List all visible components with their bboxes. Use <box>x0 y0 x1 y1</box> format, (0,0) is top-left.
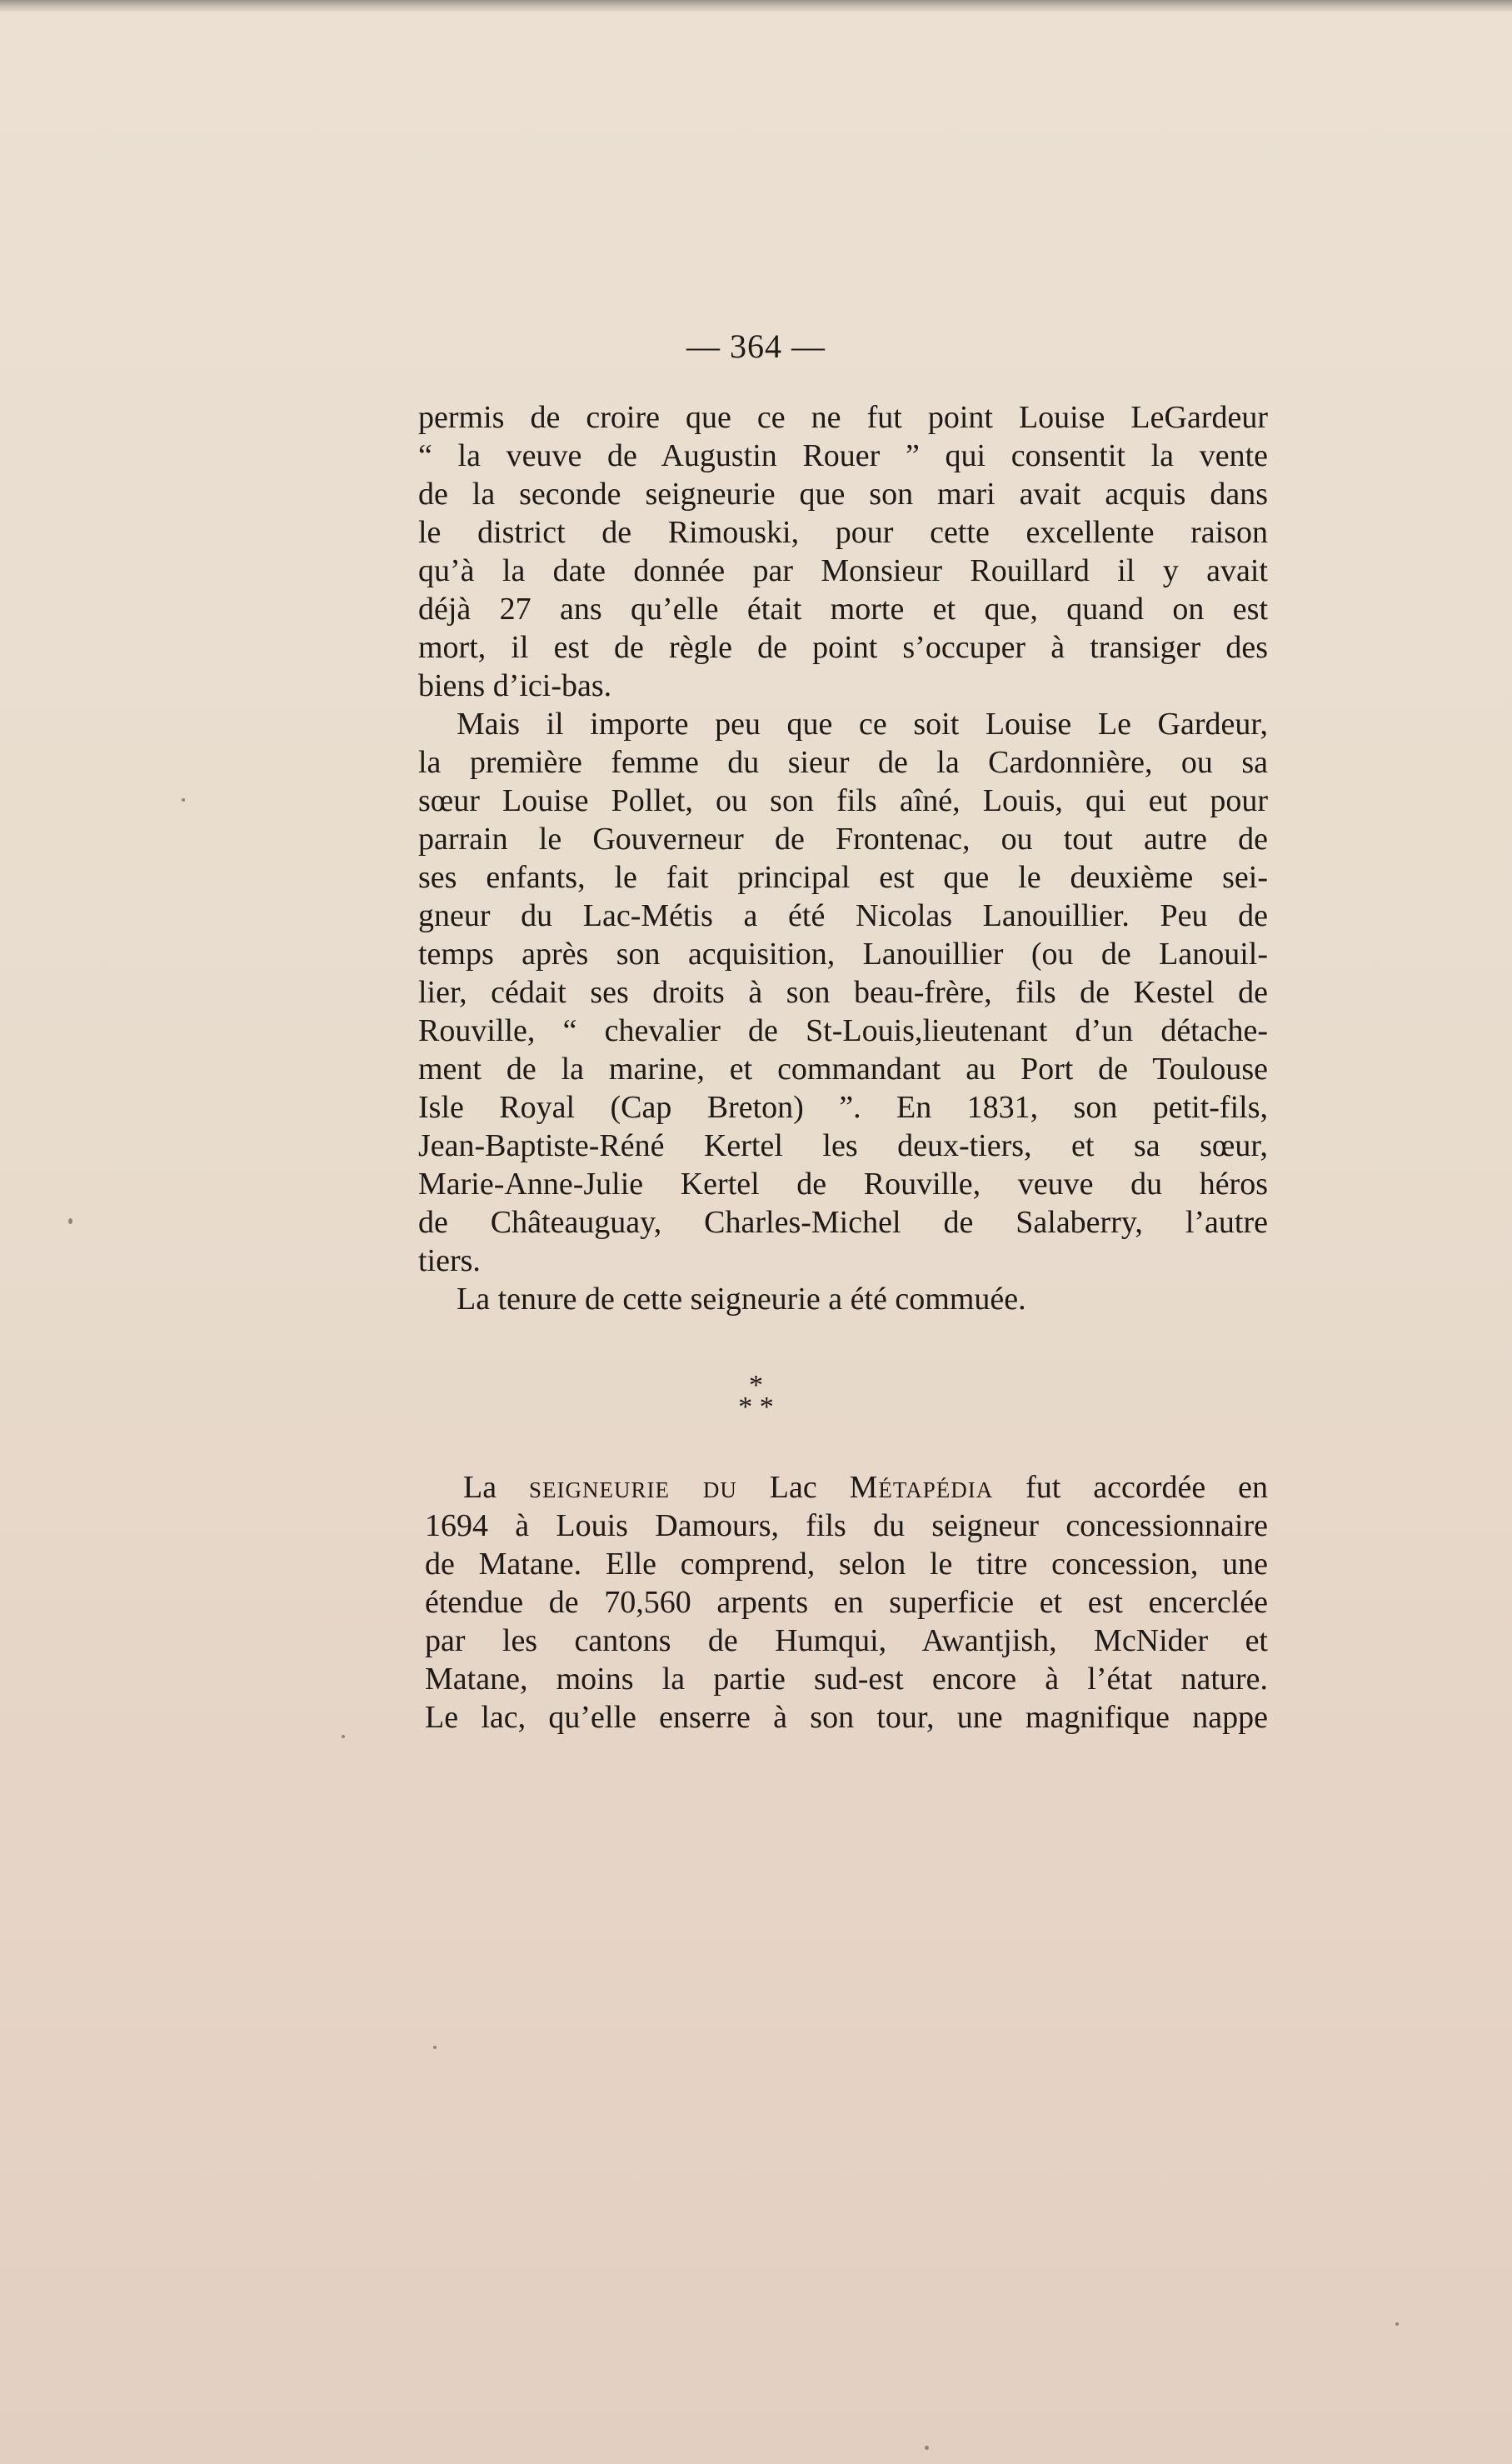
text-line: ment de la marine, et commandant au Port de Toulouse <box>418 1052 1268 1087</box>
text-line: permis de croire que ce ne fut point Louise LeGardeur <box>418 400 1268 435</box>
section-divider-asterism <box>0 1370 1512 1422</box>
text-line: parrain le Gouverneur de Frontenac, ou tout autre de <box>418 822 1268 857</box>
paper-speck <box>925 2446 929 2450</box>
line-tail: fut accordée en <box>1025 1470 1269 1505</box>
text-block-bottom <box>425 1468 1268 1737</box>
paper-speck <box>68 1218 72 1224</box>
text-line: mort, il est de règle de point s’occuper à transiger des <box>418 630 1268 665</box>
paper-speck <box>1395 2322 1399 2326</box>
text-line: par les cantons de Humqui, Awantjish, McNider et <box>425 1623 1268 1658</box>
text-line: ses enfants, le fait principal est que le deuxième sei- <box>418 860 1268 895</box>
page-top-edge <box>0 0 1512 12</box>
lac-word: Lac <box>769 1470 817 1505</box>
paragraph-2 <box>418 705 1268 1280</box>
lead-word: La <box>463 1470 497 1505</box>
text-line: “ la veuve de Augustin Rouer ” qui consentit la vente <box>418 438 1268 473</box>
paragraph-4 <box>425 1468 1268 1737</box>
text-line: Mais il importe peu que ce soit Louise Le Gardeur, <box>457 707 1268 742</box>
asterism-top: * <box>749 1370 763 1401</box>
text-line: La tenure de cette seigneurie a été commuée. <box>457 1282 1026 1317</box>
smallcaps-seigneurie: seigneurie du <box>528 1470 737 1505</box>
asterism-bottom: * * <box>738 1392 774 1422</box>
text-line: sœur Louise Pollet, ou son fils aîné, Louis, qui eut pour <box>418 783 1268 818</box>
text-line: Marie-Anne-Julie Kertel de Rouville, veuve du héros <box>418 1167 1268 1202</box>
smallcaps-metapedia: Métapédia <box>849 1470 994 1505</box>
paper-speck <box>433 2046 437 2049</box>
paper-speck <box>342 1735 345 1738</box>
text-line: qu’à la date donnée par Monsieur Rouillard il y avait <box>418 553 1268 588</box>
text-line: Isle Royal (Cap Breton) ”. En 1831, son petit-fils, <box>418 1090 1268 1125</box>
text-line: le district de Rimouski, pour cette excellente raison <box>418 515 1268 550</box>
text-line: la première femme du sieur de la Cardonnière, ou sa <box>418 745 1268 780</box>
text-line: Le lac, qu’elle enserre à son tour, une magnifique nappe <box>425 1700 1268 1735</box>
text-line: biens d’ici-bas. <box>418 668 612 703</box>
text-line: tiers. <box>418 1243 481 1278</box>
paragraph-3 <box>418 1280 1268 1318</box>
text-line: de Matane. Elle comprend, selon le titre concession, une <box>425 1547 1268 1582</box>
text-line: de la seconde seigneurie que son mari avait acquis dans <box>418 477 1268 512</box>
text-line: Matane, moins la partie sud-est encore à l’état nature. <box>425 1662 1268 1697</box>
text-line: étendue de 70,560 arpents en superficie et est encerclée <box>425 1585 1268 1620</box>
paper-speck <box>182 798 185 802</box>
paragraph-1 <box>418 398 1268 705</box>
text-line: temps après son acquisition, Lanouillier (ou de Lanouil- <box>418 937 1268 972</box>
text-line-heading <box>425 1468 1268 1507</box>
text-line: lier, cédait ses droits à son beau-frère, fils de Kestel de <box>418 975 1268 1010</box>
text-line: 1694 à Louis Damours, fils du seigneur concessionnaire <box>425 1508 1268 1543</box>
text-line: déjà 27 ans qu’elle était morte et que, quand on est <box>418 592 1268 627</box>
text-block-top <box>418 398 1268 1318</box>
text-line: Rouville, “ chevalier de St-Louis,lieutenant d’un détache- <box>418 1013 1268 1048</box>
text-line: de Châteauguay, Charles-Michel de Salaberry, l’autre <box>418 1205 1268 1240</box>
text-line: gneur du Lac-Métis a été Nicolas Lanouillier. Peu de <box>418 898 1268 933</box>
page-number: — 364 — <box>686 327 826 365</box>
text-line: Jean-Baptiste-Réné Kertel les deux-tiers, et sa sœur, <box>418 1128 1268 1163</box>
